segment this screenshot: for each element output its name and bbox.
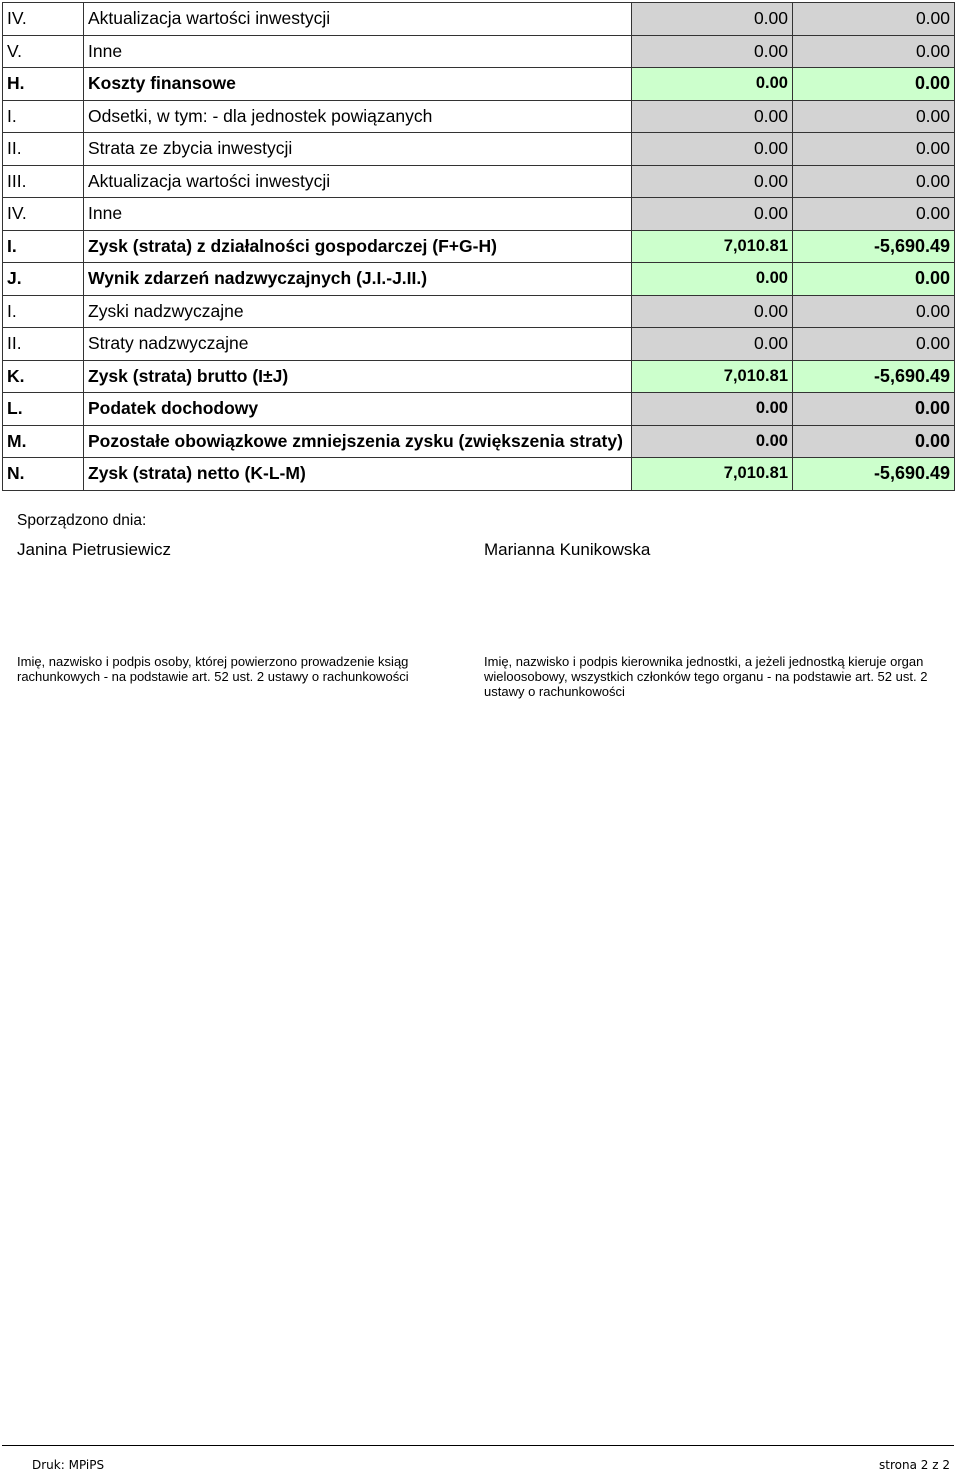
row-value-previous: 0.00 (793, 263, 955, 296)
table-row (3, 425, 955, 458)
row-value-current: 0.00 (632, 328, 793, 361)
row-label: Zyski nadzwyczajne (84, 295, 632, 328)
row-value-previous: 0.00 (793, 198, 955, 231)
row-label: Inne (84, 198, 632, 231)
table-row (3, 263, 955, 296)
accountant-name: Janina Pietrusiewicz (17, 540, 172, 559)
row-value-current: 0.00 (632, 133, 793, 166)
table-row (3, 295, 955, 328)
row-value-current: 0.00 (632, 263, 793, 296)
table-row (3, 393, 955, 426)
row-code: K. (3, 360, 84, 393)
table-row (3, 35, 955, 68)
row-label: Podatek dochodowy (84, 393, 632, 426)
manager-name: Marianna Kunikowska (484, 540, 651, 559)
income-statement-body (3, 3, 955, 491)
row-label: Zysk (strata) z działalności gospodarczej (F+G-H) (84, 230, 632, 263)
row-value-current: 7,010.81 (632, 360, 793, 393)
row-value-previous: 0.00 (793, 165, 955, 198)
row-value-previous: 0.00 (793, 100, 955, 133)
footer-print-label: Druk: MPiPS (32, 1458, 105, 1472)
accountant-signature-caption: Imię, nazwisko i podpis osoby, której powierzono prowadzenie ksiąg rachunkowych - na podstawie art. 52 ust. 2 ustawy o rachunkowości (17, 654, 409, 684)
row-value-current: 0.00 (632, 100, 793, 133)
row-code: IV. (3, 198, 84, 231)
row-label: Wynik zdarzeń nadzwyczajnych (J.I.-J.II.) (84, 263, 632, 296)
row-value-current: 0.00 (632, 295, 793, 328)
table-row (3, 68, 955, 101)
row-label: Zysk (strata) brutto (I±J) (84, 360, 632, 393)
row-value-previous: 0.00 (793, 295, 955, 328)
row-label: Zysk (strata) netto (K-L-M) (84, 458, 632, 491)
row-value-current: 0.00 (632, 3, 793, 36)
row-value-current: 0.00 (632, 198, 793, 231)
row-value-current: 7,010.81 (632, 458, 793, 491)
row-label: Aktualizacja wartości inwestycji (84, 165, 632, 198)
row-value-current: 0.00 (632, 393, 793, 426)
row-value-previous: 0.00 (793, 133, 955, 166)
row-value-current: 0.00 (632, 35, 793, 68)
row-value-current: 0.00 (632, 425, 793, 458)
row-value-current: 0.00 (632, 165, 793, 198)
row-value-current: 7,010.81 (632, 230, 793, 263)
row-code: II. (3, 133, 84, 166)
row-value-previous: 0.00 (793, 35, 955, 68)
table-row (3, 458, 955, 491)
row-code: II. (3, 328, 84, 361)
table-row (3, 328, 955, 361)
row-code: L. (3, 393, 84, 426)
row-value-previous: 0.00 (793, 393, 955, 426)
row-value-previous: 0.00 (793, 3, 955, 36)
row-label: Strata ze zbycia inwestycji (84, 133, 632, 166)
row-label: Aktualizacja wartości inwestycji (84, 3, 632, 36)
row-value-previous: -5,690.49 (793, 230, 955, 263)
row-code: I. (3, 230, 84, 263)
row-value-previous: -5,690.49 (793, 360, 955, 393)
row-code: M. (3, 425, 84, 458)
prepared-date-label: Sporządzono dnia: (17, 512, 147, 529)
row-code: I. (3, 100, 84, 133)
table-row (3, 230, 955, 263)
row-value-previous: 0.00 (793, 425, 955, 458)
table-row (3, 3, 955, 36)
row-code: IV. (3, 3, 84, 36)
row-label: Pozostałe obowiązkowe zmniejszenia zysku (zwiększenia straty) (84, 425, 632, 458)
row-code: H. (3, 68, 84, 101)
row-code: J. (3, 263, 84, 296)
table-row (3, 165, 955, 198)
row-value-current: 0.00 (632, 68, 793, 101)
row-value-previous: -5,690.49 (793, 458, 955, 491)
table-row (3, 100, 955, 133)
manager-signature-caption: Imię, nazwisko i podpis kierownika jednostki, a jeżeli jednostką kieruje organ wieloosobowy, wszystkich członków tego organu - na podstawie art. 52 ust. 2 ustawy o rachunkowości (484, 654, 928, 699)
row-label: Odsetki, w tym: - dla jednostek powiązanych (84, 100, 632, 133)
footer-divider (2, 1445, 954, 1446)
row-label: Inne (84, 35, 632, 68)
row-code: I. (3, 295, 84, 328)
footer-page-number: strona 2 z 2 (879, 1458, 950, 1472)
row-value-previous: 0.00 (793, 328, 955, 361)
row-code: III. (3, 165, 84, 198)
income-statement-table (2, 2, 955, 491)
row-value-previous: 0.00 (793, 68, 955, 101)
table-row (3, 133, 955, 166)
table-row (3, 360, 955, 393)
table-row (3, 198, 955, 231)
row-label: Straty nadzwyczajne (84, 328, 632, 361)
row-label: Koszty finansowe (84, 68, 632, 101)
row-code: V. (3, 35, 84, 68)
row-code: N. (3, 458, 84, 491)
